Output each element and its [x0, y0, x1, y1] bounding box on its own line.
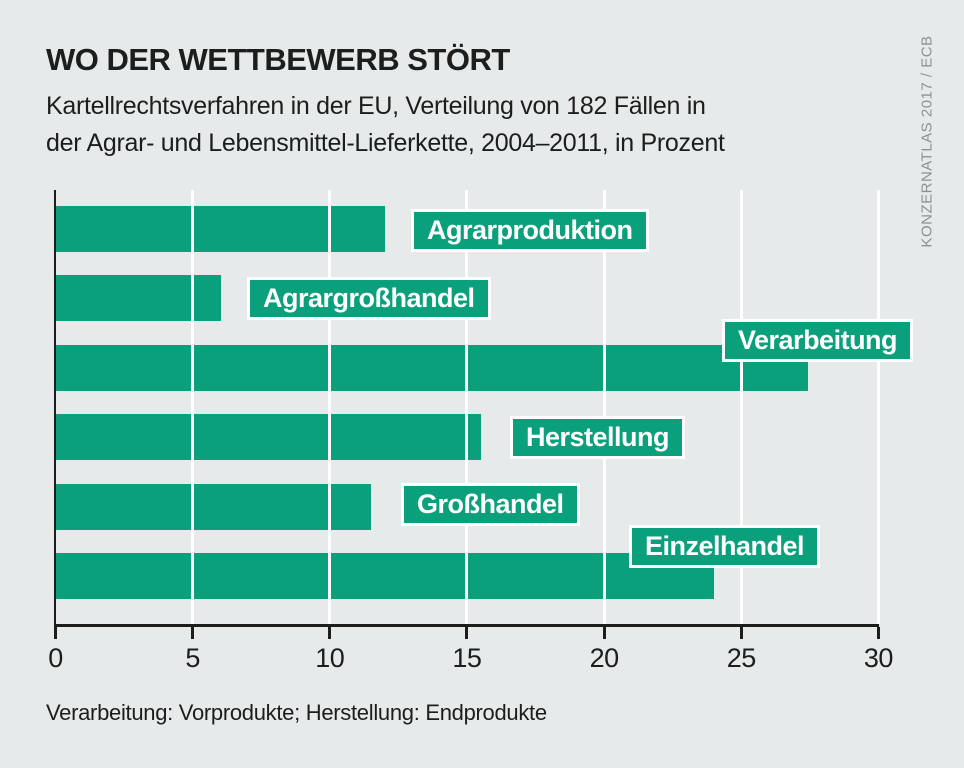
x-axis-tick-15	[465, 627, 468, 639]
bar-herstellung	[56, 414, 481, 460]
x-axis-tick-10	[328, 627, 331, 639]
source-credit: KONZERNATLAS 2017 / ECB	[918, 35, 936, 248]
bar-großhandel	[56, 484, 371, 530]
x-axis-tick-5	[191, 627, 194, 639]
bar-verarbeitung	[56, 345, 808, 391]
subtitle-line-1: Kartellrechtsverfahren in der EU, Verteilung von 182 Fällen in	[46, 92, 706, 120]
subtitle-line-2: der Agrar- und Lebensmittel-Lieferkette, 2004–2011, in Prozent	[46, 129, 725, 157]
x-axis-tick-30	[877, 627, 880, 639]
x-axis-tick-20	[603, 627, 606, 639]
x-axis-tick-label-0: 0	[48, 643, 63, 673]
bar-label-herstellung: Herstellung	[510, 416, 685, 459]
y-axis-line	[54, 190, 56, 624]
gridline-5	[191, 190, 194, 624]
bar-label-verarbeitung: Verarbeitung	[722, 319, 913, 362]
bar-label-agrarproduktion: Agrarproduktion	[411, 209, 649, 252]
gridline-20	[603, 190, 606, 624]
x-axis-tick-25	[740, 627, 743, 639]
x-axis-tick-label-15: 15	[452, 643, 482, 673]
x-axis-tick-0	[54, 627, 57, 639]
bar-einzelhandel	[56, 553, 714, 599]
x-axis-tick-label-30: 30	[863, 643, 893, 673]
bar-label-agrargroßhandel: Agrargroßhandel	[247, 277, 491, 320]
chart-title: WO DER WETTBEWERB STÖRT	[46, 42, 510, 77]
footnote: Verarbeitung: Vorprodukte; Herstellung: Endprodukte	[46, 700, 547, 725]
x-axis-tick-label-10: 10	[315, 643, 345, 673]
x-axis-tick-label-25: 25	[726, 643, 756, 673]
bar-label-einzelhandel: Einzelhandel	[629, 525, 820, 568]
bar-agrargroßhandel	[56, 275, 221, 321]
bar-label-großhandel: Großhandel	[401, 483, 580, 526]
gridline-30	[877, 190, 880, 624]
gridline-15	[465, 190, 468, 624]
x-axis-tick-label-20: 20	[589, 643, 619, 673]
x-axis-tick-label-5: 5	[185, 643, 200, 673]
gridline-10	[328, 190, 331, 624]
bar-agrarproduktion	[56, 206, 385, 252]
